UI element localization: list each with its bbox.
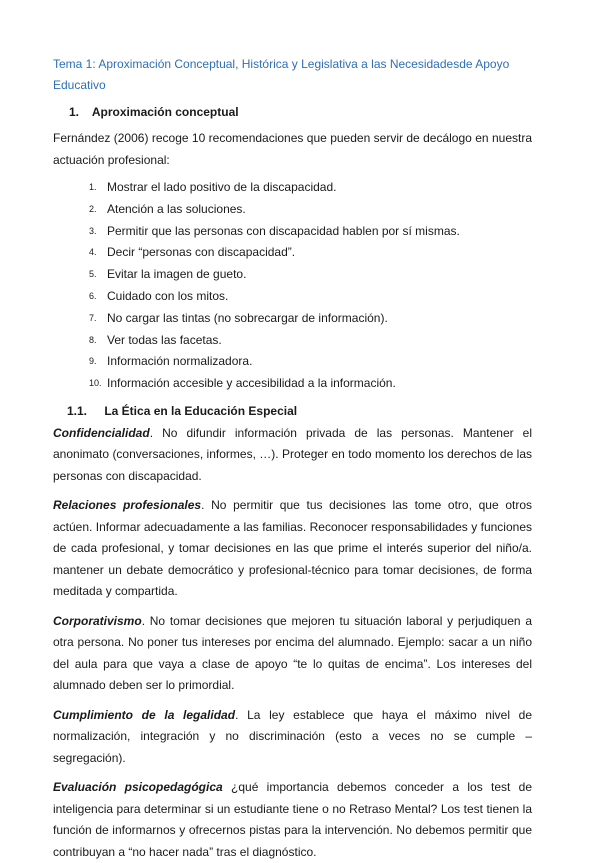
ethics-paragraph-evaluacion	[53, 777, 532, 863]
list-text: No cargar las tintas (no sobrecargar de información).	[107, 310, 388, 325]
list-text: Información accesible y accesibilidad a la información.	[107, 376, 396, 391]
ethics-paragraph-corporativismo	[53, 611, 532, 697]
list-text: Evitar la imagen de gueto.	[107, 267, 247, 282]
ethics-paragraph-confidencialidad	[53, 423, 532, 488]
ethics-term: Cumplimiento de la legalidad	[53, 707, 236, 722]
ethics-term: Evaluación psicopedagógica	[53, 780, 223, 795]
list-number: 2.	[89, 203, 97, 214]
ethics-paragraph-relaciones	[53, 495, 532, 603]
ethics-term: Relaciones profesionales	[53, 498, 202, 513]
list-number: 1.	[89, 182, 97, 192]
list-item	[89, 373, 532, 395]
list-item	[89, 177, 532, 199]
list-item	[89, 330, 532, 352]
list-number: 10.	[89, 378, 102, 389]
subsection-title: La Ética en la Educación Especial	[104, 403, 298, 418]
list-number: 8.	[89, 334, 97, 345]
intro-paragraph: Fernández (2006) recoge 10 recomendaciones que pueden servir de decálogo en nuestra actuación profesional:	[53, 131, 532, 167]
list-item	[89, 199, 532, 221]
list-text: Atención a las soluciones.	[107, 201, 246, 216]
list-number: 5.	[89, 269, 97, 280]
list-number: 9.	[89, 356, 97, 367]
ethics-paragraph-legalidad	[53, 705, 532, 770]
list-text: Decir “personas con discapacidad”.	[107, 245, 296, 260]
list-number: 4.	[89, 247, 97, 258]
list-text: Permitir que las personas con discapacidad hablen por sí mismas.	[107, 223, 460, 238]
list-number: 6.	[89, 290, 97, 301]
list-item	[89, 242, 532, 264]
ethics-text: . No tomar decisiones que mejoren tu situación laboral y perjudiquen a otra persona. No poner tus intereses por encima del alumnado. Ejemplo: sacar a un niño del aula para que vaya a clase de apoyo “te lo quitas de encima”. Los intereses del alumnado deben ser lo primordial.	[53, 613, 532, 693]
ethics-text: ¿qué importancia debemos conceder a los test de inteligencia para determinar si un estudiante tiene o no Retraso Mental? Los test tienen la función de informarnos y ofrecernos pistas para la intervención. No debemos permitir que contribuyan a “no hacer nada” tras el diagnóstico.	[53, 780, 533, 859]
list-number: 7.	[89, 312, 97, 323]
list-item	[89, 221, 532, 243]
list-text: Ver todas las facetas.	[107, 332, 222, 347]
recommendations-list	[53, 177, 532, 395]
list-text: Cuidado con los mitos.	[107, 288, 229, 303]
list-item	[89, 351, 532, 373]
list-item	[89, 264, 532, 286]
list-number: 3.	[89, 225, 97, 236]
section-number: 1.	[69, 105, 80, 119]
list-item	[89, 308, 532, 330]
subsection-number: 1.1.	[67, 403, 88, 418]
ethics-text: . La ley establece que haya el máximo nivel de normalización, integración y no discriminación (esto a veces no se cumple – segregación).	[53, 707, 533, 765]
section-heading	[69, 102, 532, 122]
ethics-text: . No difundir información privada de las personas. Mantener el anonimato (conversaciones, informes, …). Proteger en todo momento los derechos de las personas con discapacidad.	[53, 425, 532, 483]
list-item	[89, 286, 532, 308]
document-title: Tema 1: Aproximación Conceptual, Histórica y Legislativa a las Necesidadesde Apoyo Educativo	[53, 57, 510, 92]
subsection-heading	[67, 401, 532, 421]
list-text: Información normalizadora.	[107, 354, 253, 369]
ethics-text: . No permitir que tus decisiones las tome otro, que otros actúen. Informar adecuadamente a las familias. Reconocer responsabilidades y funciones de cada profesional, y tomar decisiones en las que prime el interés superior del niño/a. mantener un debate democrático y profesional-técnico para tomar decisiones, de forma meditada y compartida.	[53, 498, 532, 599]
ethics-term: Corporativismo	[53, 613, 142, 628]
section-title: Aproximación conceptual	[91, 105, 239, 119]
ethics-term: Confidencialidad	[53, 425, 150, 440]
list-text: Mostrar el lado positivo de la discapacidad.	[107, 180, 337, 194]
